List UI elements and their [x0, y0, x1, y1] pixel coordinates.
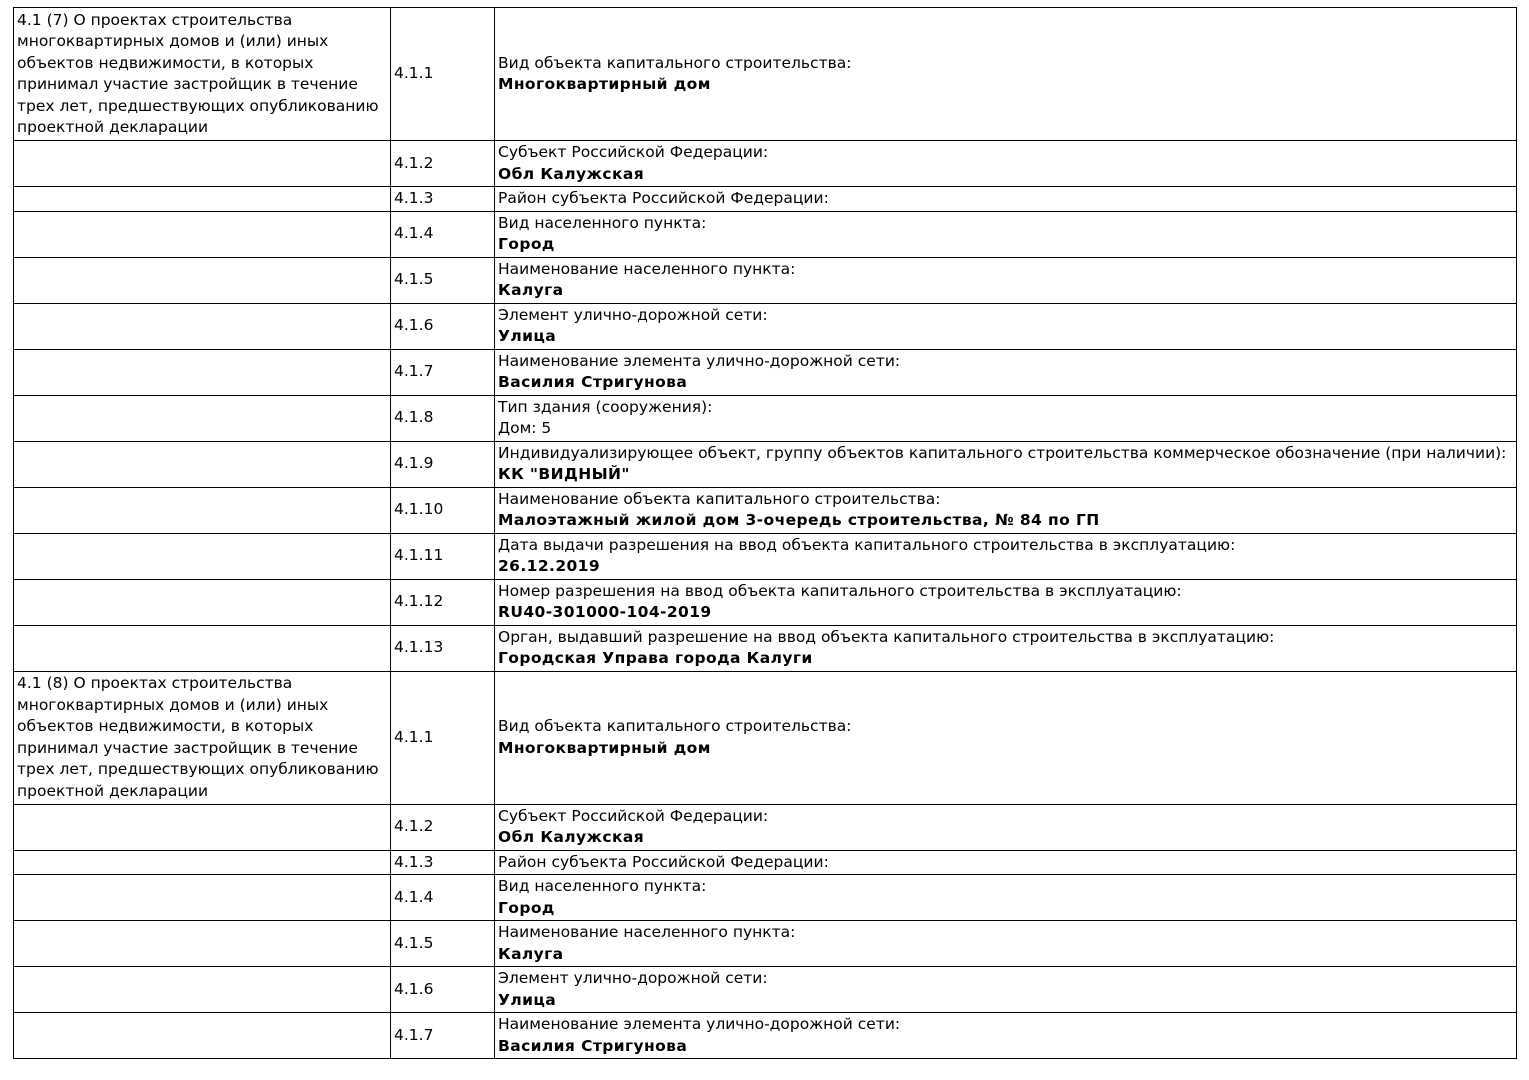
row-number-cell: 4.1.6	[391, 303, 495, 349]
field-cell	[495, 533, 1517, 579]
table-row	[14, 967, 1517, 1013]
row-number-cell: 4.1.5	[391, 257, 495, 303]
table-row	[14, 349, 1517, 395]
row-number-cell: 4.1.4	[391, 875, 495, 921]
table-row	[14, 579, 1517, 625]
field-value: Многоквартирный дом	[498, 738, 711, 757]
table-row	[14, 487, 1517, 533]
field-value: КК "ВИДНЫЙ"	[498, 465, 630, 483]
empty-description-cell	[14, 533, 391, 579]
field-cell	[495, 141, 1517, 187]
empty-description-cell	[14, 579, 391, 625]
field-label: Вид объекта капитального строительства:	[498, 53, 852, 72]
row-number-cell: 4.1.1	[391, 671, 495, 804]
table-row	[14, 141, 1517, 187]
table-row	[14, 395, 1517, 441]
empty-description-cell	[14, 487, 391, 533]
field-value: Василия Стригунова	[498, 373, 688, 391]
empty-description-cell	[14, 141, 391, 187]
empty-description-cell	[14, 804, 391, 850]
field-cell	[495, 625, 1517, 671]
field-value: Обл Калужская	[498, 164, 645, 183]
table-row	[14, 1013, 1517, 1059]
field-label: Элемент улично-дорожной сети:	[498, 969, 768, 987]
empty-description-cell	[14, 441, 391, 487]
field-cell	[495, 257, 1517, 303]
field-label: Дата выдачи разрешения на ввод объекта капитального строительства в эксплуатацию:	[498, 535, 1236, 554]
empty-description-cell	[14, 921, 391, 967]
table-row	[14, 211, 1517, 257]
field-cell	[495, 850, 1517, 875]
field-value: Многоквартирный дом	[498, 75, 711, 93]
row-number-cell: 4.1.6	[391, 967, 495, 1013]
table-row	[14, 804, 1517, 850]
table-row	[14, 625, 1517, 671]
table-row	[14, 875, 1517, 921]
field-label: Субъект Российской Федерации:	[498, 143, 769, 161]
field-cell	[495, 441, 1517, 487]
table-row	[14, 257, 1517, 303]
field-value: 26.12.2019	[498, 557, 601, 575]
empty-description-cell	[14, 625, 391, 671]
row-number-cell: 4.1.13	[391, 625, 495, 671]
section-description: 4.1 (8) О проектах строительства многоквартирных домов и (или) иных объектов недвижимости, в которых принимал участие застройщик в течение трех лет, предшествующих опубликованию проектной декларации	[17, 674, 379, 800]
field-value: Обл Калужская	[498, 828, 645, 846]
field-cell	[495, 395, 1517, 441]
field-value: Город	[498, 235, 555, 253]
field-label: Наименование населенного пункта:	[498, 923, 796, 941]
table-body	[14, 8, 1517, 1059]
field-cell	[495, 967, 1517, 1013]
row-number-cell: 4.1.4	[391, 211, 495, 257]
field-cell	[495, 487, 1517, 533]
empty-description-cell	[14, 187, 391, 212]
field-cell	[495, 579, 1517, 625]
field-label: Вид населенного пункта:	[498, 213, 707, 232]
field-cell	[495, 1013, 1517, 1059]
table-row	[14, 441, 1517, 487]
field-value: Калуга	[498, 944, 564, 963]
field-value: Улица	[498, 990, 557, 1009]
empty-description-cell	[14, 257, 391, 303]
field-label: Тип здания (сооружения):	[498, 397, 713, 416]
field-label: Наименование элемента улично-дорожной сети:	[498, 351, 901, 370]
field-label: Район субъекта Российской Федерации:	[498, 852, 829, 871]
table-row	[14, 533, 1517, 579]
field-value: Улица	[498, 327, 557, 345]
field-label: Вид населенного пункта:	[498, 877, 707, 895]
field-cell	[495, 187, 1517, 212]
empty-description-cell	[14, 395, 391, 441]
field-label: Наименование населенного пункта:	[498, 259, 796, 278]
field-label: Наименование объекта капитального строительства:	[498, 489, 941, 508]
field-cell	[495, 211, 1517, 257]
row-number-cell: 4.1.8	[391, 395, 495, 441]
empty-description-cell	[14, 875, 391, 921]
section-description-cell	[14, 671, 391, 804]
table-row	[14, 921, 1517, 967]
field-cell	[495, 349, 1517, 395]
field-label: Наименование элемента улично-дорожной сети:	[498, 1015, 901, 1033]
row-number-cell: 4.1.11	[391, 533, 495, 579]
field-value: Калуга	[498, 281, 564, 299]
field-label: Индивидуализирующее объект, группу объектов капитального строительства коммерческое обозначение (при наличии):	[498, 443, 1507, 462]
field-cell	[495, 875, 1517, 921]
field-label: Район субъекта Российской Федерации:	[498, 189, 829, 207]
row-number-cell: 4.1.7	[391, 349, 495, 395]
table-row	[14, 8, 1517, 141]
row-number-cell: 4.1.12	[391, 579, 495, 625]
row-number-cell: 4.1.5	[391, 921, 495, 967]
field-cell	[495, 921, 1517, 967]
field-value: Городская Управа города Калуги	[498, 649, 813, 667]
field-value: Малоэтажный жилой дом 3-очередь строительства, № 84 по ГП	[498, 511, 1100, 529]
row-number-cell: 4.1.3	[391, 850, 495, 875]
empty-description-cell	[14, 349, 391, 395]
field-label: Элемент улично-дорожной сети:	[498, 305, 768, 324]
row-number-cell: 4.1.2	[391, 804, 495, 850]
field-label: Субъект Российской Федерации:	[498, 806, 769, 825]
field-value: Дом: 5	[498, 419, 552, 437]
table-row	[14, 850, 1517, 875]
field-cell	[495, 8, 1517, 141]
field-cell	[495, 804, 1517, 850]
row-number-cell: 4.1.1	[391, 8, 495, 141]
row-number-cell: 4.1.10	[391, 487, 495, 533]
row-number-cell: 4.1.7	[391, 1013, 495, 1059]
section-description: 4.1 (7) О проектах строительства многоквартирных домов и (или) иных объектов недвижимости, в которых принимал участие застройщик в течение трех лет, предшествующих опубликованию проектной декларации	[17, 10, 379, 136]
row-number-cell: 4.1.2	[391, 141, 495, 187]
field-value: RU40-301000-104-2019	[498, 603, 712, 621]
field-label: Орган, выдавший разрешение на ввод объекта капитального строительства в эксплуатацию:	[498, 627, 1275, 646]
field-cell	[495, 303, 1517, 349]
empty-description-cell	[14, 1013, 391, 1059]
project-declaration-table	[13, 7, 1517, 1059]
field-label: Номер разрешения на ввод объекта капитального строительства в эксплуатацию:	[498, 581, 1182, 600]
table-row	[14, 303, 1517, 349]
table-row	[14, 671, 1517, 804]
field-value: Василия Стригунова	[498, 1036, 688, 1055]
empty-description-cell	[14, 967, 391, 1013]
field-cell	[495, 671, 1517, 804]
empty-description-cell	[14, 303, 391, 349]
row-number-cell: 4.1.9	[391, 441, 495, 487]
field-value: Город	[498, 898, 555, 917]
empty-description-cell	[14, 850, 391, 875]
empty-description-cell	[14, 211, 391, 257]
table-row	[14, 187, 1517, 212]
row-number-cell: 4.1.3	[391, 187, 495, 212]
field-label: Вид объекта капитального строительства:	[498, 717, 852, 735]
section-description-cell	[14, 8, 391, 141]
